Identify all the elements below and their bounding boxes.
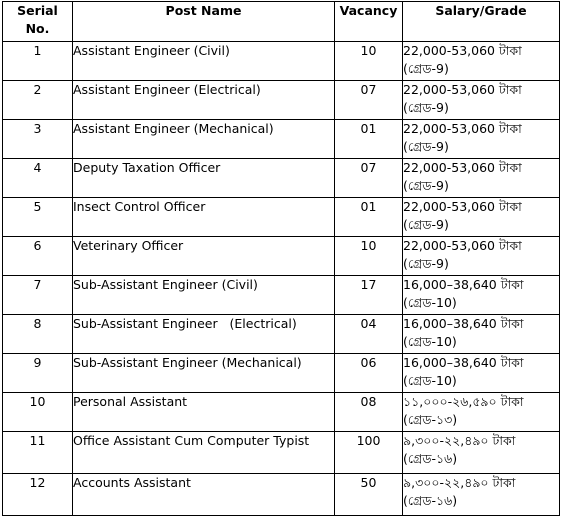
- cell-vacancy: 50: [335, 474, 403, 516]
- cell-serial: 1: [3, 42, 73, 81]
- salary-range: 22,000-53,060 টাকা: [403, 121, 522, 136]
- cell-post-name: Assistant Engineer (Mechanical): [73, 120, 335, 159]
- cell-serial: 2: [3, 81, 73, 120]
- table-header: [3, 2, 560, 42]
- cell-salary: [403, 198, 560, 237]
- header-row: [3, 2, 560, 42]
- salary-range: 22,000-53,060 টাকা: [403, 43, 522, 58]
- cell-vacancy: 04: [335, 315, 403, 354]
- cell-serial: 11: [3, 432, 73, 474]
- cell-serial: 7: [3, 276, 73, 315]
- salary-range: 16,000–38,640 টাকা: [403, 316, 524, 331]
- cell-salary: [403, 276, 560, 315]
- cell-salary: [403, 432, 560, 474]
- cell-salary: [403, 42, 560, 81]
- salary-grade: (গ্রেড-১৬): [403, 493, 458, 508]
- salary-range: ৯,৩০০-২২,৪৯০ টাকা: [403, 475, 516, 490]
- cell-post-name: Insect Control Officer: [73, 198, 335, 237]
- salary-grade: (গ্রেড-9): [403, 139, 449, 154]
- salary-range: 16,000–38,640 টাকা: [403, 355, 524, 370]
- salary-grade: (গ্রেড-9): [403, 61, 449, 76]
- cell-serial: 8: [3, 315, 73, 354]
- cell-post-name: Personal Assistant: [73, 393, 335, 432]
- cell-vacancy: 08: [335, 393, 403, 432]
- table-row: [3, 120, 560, 159]
- salary-range: 22,000-53,060 টাকা: [403, 82, 522, 97]
- table-row: [3, 474, 560, 516]
- salary-range: 22,000-53,060 টাকা: [403, 199, 522, 214]
- salary-grade: (গ্রেড-10): [403, 334, 457, 349]
- cell-salary: [403, 315, 560, 354]
- cell-vacancy: 100: [335, 432, 403, 474]
- salary-grade: (গ্রেড-১৩): [403, 412, 458, 427]
- cell-post-name: Sub-Assistant Engineer (Civil): [73, 276, 335, 315]
- cell-salary: [403, 237, 560, 276]
- cell-post-name: Accounts Assistant: [73, 474, 335, 516]
- cell-serial: 4: [3, 159, 73, 198]
- cell-salary: [403, 159, 560, 198]
- table-row: [3, 159, 560, 198]
- salary-range: ৯,৩০০-২২,৪৯০ টাকা: [403, 433, 516, 448]
- header-vacancy: Vacancy: [335, 2, 403, 42]
- cell-salary: [403, 120, 560, 159]
- salary-grade: (গ্রেড-10): [403, 373, 457, 388]
- cell-salary: [403, 354, 560, 393]
- cell-serial: 3: [3, 120, 73, 159]
- cell-serial: 6: [3, 237, 73, 276]
- cell-post-name: Sub-Assistant Engineer (Electrical): [73, 315, 335, 354]
- salary-grade: (গ্রেড-১৬): [403, 451, 458, 466]
- cell-vacancy: 01: [335, 120, 403, 159]
- cell-post-name: Sub-Assistant Engineer (Mechanical): [73, 354, 335, 393]
- cell-post-name: Assistant Engineer (Civil): [73, 42, 335, 81]
- cell-serial: 9: [3, 354, 73, 393]
- cell-vacancy: 07: [335, 159, 403, 198]
- cell-vacancy: 10: [335, 42, 403, 81]
- cell-vacancy: 06: [335, 354, 403, 393]
- cell-serial: 10: [3, 393, 73, 432]
- table-row: [3, 81, 560, 120]
- table-row: [3, 315, 560, 354]
- table-row: [3, 393, 560, 432]
- salary-grade: (গ্রেড-9): [403, 256, 449, 271]
- table-row: [3, 276, 560, 315]
- table-body: [3, 42, 560, 516]
- cell-salary: [403, 474, 560, 516]
- table-row: [3, 237, 560, 276]
- cell-vacancy: 07: [335, 81, 403, 120]
- header-post-name: Post Name: [73, 2, 335, 42]
- table-row: [3, 432, 560, 474]
- cell-vacancy: 17: [335, 276, 403, 315]
- table-row: [3, 198, 560, 237]
- vacancy-table: [2, 1, 560, 516]
- salary-grade: (গ্রেড-9): [403, 100, 449, 115]
- table-row: [3, 42, 560, 81]
- salary-grade: (গ্রেড-9): [403, 217, 449, 232]
- cell-salary: [403, 81, 560, 120]
- cell-vacancy: 01: [335, 198, 403, 237]
- header-serial: [3, 2, 73, 42]
- salary-grade: (গ্রেড-9): [403, 178, 449, 193]
- cell-serial: 12: [3, 474, 73, 516]
- cell-post-name: Deputy Taxation Officer: [73, 159, 335, 198]
- cell-post-name: Veterinary Officer: [73, 237, 335, 276]
- header-salary: Salary/Grade: [403, 2, 560, 42]
- salary-range: 22,000-53,060 টাকা: [403, 238, 522, 253]
- salary-range: 22,000-53,060 টাকা: [403, 160, 522, 175]
- table-row: [3, 354, 560, 393]
- salary-grade: (গ্রেড-10): [403, 295, 457, 310]
- header-serial-line2: No.: [25, 21, 50, 36]
- cell-vacancy: 10: [335, 237, 403, 276]
- header-serial-line1: Serial: [17, 3, 58, 18]
- cell-serial: 5: [3, 198, 73, 237]
- salary-range: ১১,০০০-২৬,৫৯০ টাকা: [403, 394, 524, 409]
- cell-salary: [403, 393, 560, 432]
- salary-range: 16,000–38,640 টাকা: [403, 277, 524, 292]
- cell-post-name: Assistant Engineer (Electrical): [73, 81, 335, 120]
- cell-post-name: Office Assistant Cum Computer Typist: [73, 432, 335, 474]
